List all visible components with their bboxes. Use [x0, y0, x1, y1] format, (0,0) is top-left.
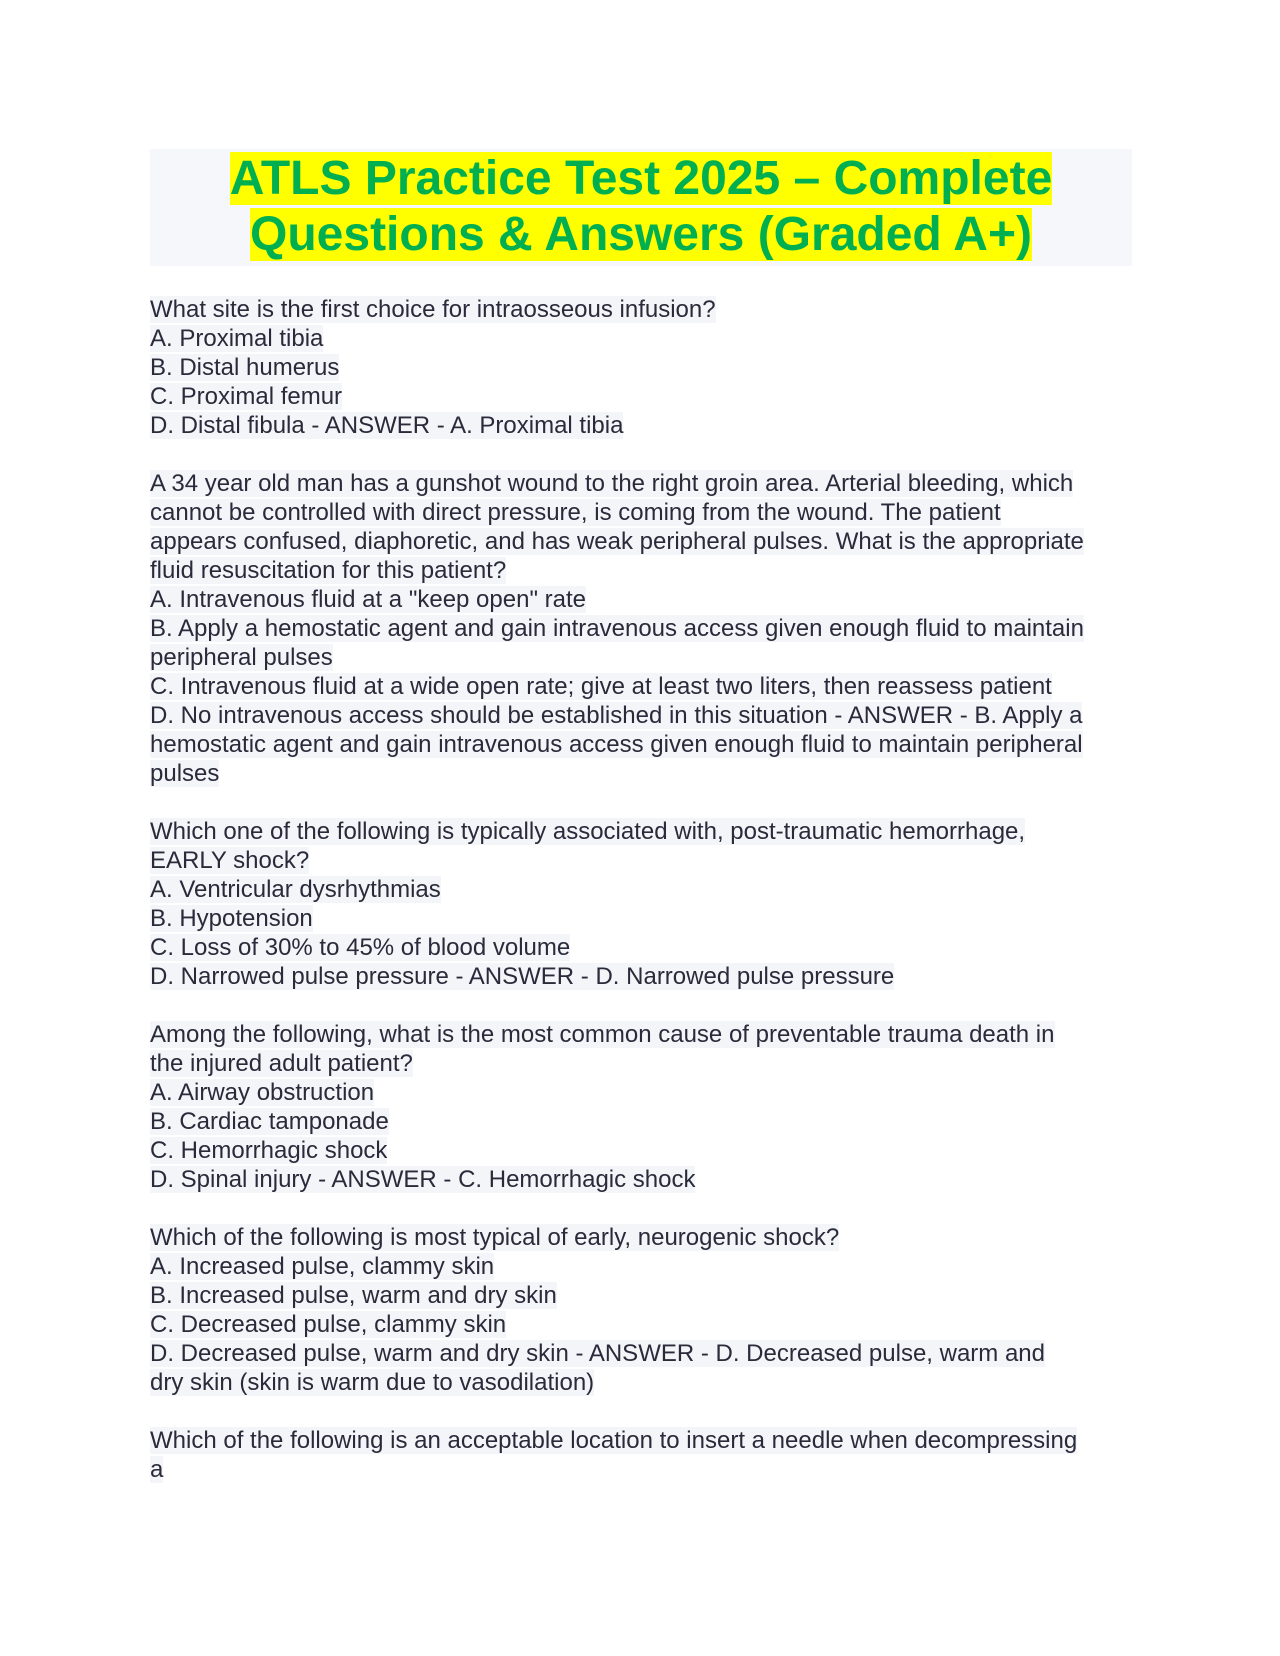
- question-text-line: [150, 1281, 1132, 1310]
- question-line: [150, 1020, 1132, 1049]
- question-text-line: [150, 701, 1132, 730]
- question-text: Which of the following is an acceptable location to insert a needle when decompressing: [150, 1427, 1078, 1454]
- question-text-line: [150, 527, 1132, 556]
- question-text: B. Apply a hemostatic agent and gain intravenous access given enough fluid to maintain: [150, 615, 1084, 642]
- question-text: C. Loss of 30% to 45% of blood volume: [150, 934, 571, 961]
- question-text: C. Decreased pulse, clammy skin: [150, 1311, 507, 1338]
- question-text: B. Cardiac tamponade: [150, 1108, 389, 1135]
- question-text: fluid resuscitation for this patient?: [150, 557, 507, 584]
- question-block: [150, 1020, 1132, 1194]
- question-text-line: [150, 933, 1132, 962]
- question-line: [150, 1426, 1132, 1455]
- question-text-line: [150, 1339, 1132, 1368]
- question-text: C. Intravenous fluid at a wide open rate; give at least two liters, then reassess patient: [150, 673, 1052, 700]
- question-text: C. Proximal femur: [150, 383, 343, 410]
- question-text-line: [150, 614, 1132, 643]
- question-text: the injured adult patient?: [150, 1050, 413, 1077]
- question-text: B. Increased pulse, warm and dry skin: [150, 1282, 557, 1309]
- question-line: [150, 469, 1132, 498]
- question-line: [150, 817, 1132, 846]
- question-text-line: [150, 730, 1132, 759]
- question-text-line: [150, 556, 1132, 585]
- question-text-line: [150, 1165, 1132, 1194]
- question-text-line: [150, 411, 1132, 440]
- question-text-line: [150, 846, 1132, 875]
- question-text-line: [150, 1455, 1132, 1484]
- question-text: D. Spinal injury - ANSWER - C. Hemorrhagic shock: [150, 1166, 696, 1193]
- question-text: D. Decreased pulse, warm and dry skin - ANSWER - D. Decreased pulse, warm and: [150, 1340, 1045, 1367]
- question-text-line: [150, 1136, 1132, 1165]
- question-text: cannot be controlled with direct pressure, is coming from the wound. The patient: [150, 499, 1001, 526]
- question-text: B. Hypotension: [150, 905, 313, 932]
- question-block: [150, 295, 1132, 440]
- question-text-line: [150, 382, 1132, 411]
- question-block: [150, 1223, 1132, 1397]
- question-text: dry skin (skin is warm due to vasodilation): [150, 1369, 595, 1396]
- question-text: A 34 year old man has a gunshot wound to the right groin area. Arterial bleeding, which: [150, 470, 1074, 497]
- question-text: D. No intravenous access should be established in this situation - ANSWER - B. Apply a: [150, 702, 1083, 729]
- question-text: A. Ventricular dysrhythmias: [150, 876, 441, 903]
- question-text-line: [150, 1310, 1132, 1339]
- question-line: [150, 295, 1132, 324]
- question-text: D. Narrowed pulse pressure - ANSWER - D. Narrowed pulse pressure: [150, 963, 895, 990]
- question-block: [150, 469, 1132, 788]
- question-text-line: [150, 1252, 1132, 1281]
- question-text: Among the following, what is the most common cause of preventable trauma death in: [150, 1021, 1055, 1048]
- question-text-line: [150, 585, 1132, 614]
- question-text: hemostatic agent and gain intravenous access given enough fluid to maintain peripheral: [150, 731, 1083, 758]
- question-text-line: [150, 1107, 1132, 1136]
- question-text-line: [150, 353, 1132, 382]
- question-text-line: [150, 759, 1132, 788]
- question-text: B. Distal humerus: [150, 354, 340, 381]
- question-text: A. Intravenous fluid at a "keep open" rate: [150, 586, 586, 613]
- question-text: A. Increased pulse, clammy skin: [150, 1253, 495, 1280]
- question-block: [150, 817, 1132, 991]
- question-text: pulses: [150, 760, 220, 787]
- question-text: C. Hemorrhagic shock: [150, 1137, 388, 1164]
- question-text-line: [150, 904, 1132, 933]
- question-text: What site is the first choice for intraosseous infusion?: [150, 296, 716, 323]
- question-text-line: [150, 875, 1132, 904]
- question-text-line: [150, 672, 1132, 701]
- question-line: [150, 1223, 1132, 1252]
- document-page: [150, 149, 1132, 1513]
- title-line-1: ATLS Practice Test 2025 – Complete: [229, 152, 1053, 205]
- question-text: peripheral pulses: [150, 644, 333, 671]
- question-text: EARLY shock?: [150, 847, 310, 874]
- question-text: a: [150, 1456, 164, 1483]
- question-text: D. Distal fibula - ANSWER - A. Proximal tibia: [150, 412, 624, 439]
- title-line-2: Questions & Answers (Graded A+): [250, 208, 1032, 261]
- document-title: [150, 149, 1132, 266]
- question-text: appears confused, diaphoretic, and has weak peripheral pulses. What is the appropriate: [150, 528, 1084, 555]
- question-text-line: [150, 498, 1132, 527]
- question-text-line: [150, 643, 1132, 672]
- question-text-line: [150, 1049, 1132, 1078]
- question-text: A. Airway obstruction: [150, 1079, 375, 1106]
- question-text: Which of the following is most typical of early, neurogenic shock?: [150, 1224, 840, 1251]
- question-block: [150, 1426, 1132, 1484]
- question-text-line: [150, 1078, 1132, 1107]
- question-text-line: [150, 1368, 1132, 1397]
- question-text-line: [150, 962, 1132, 991]
- question-text-line: [150, 324, 1132, 353]
- question-text: Which one of the following is typically associated with, post-traumatic hemorrhage,: [150, 818, 1026, 845]
- question-list: [150, 295, 1132, 1484]
- question-text: A. Proximal tibia: [150, 325, 324, 352]
